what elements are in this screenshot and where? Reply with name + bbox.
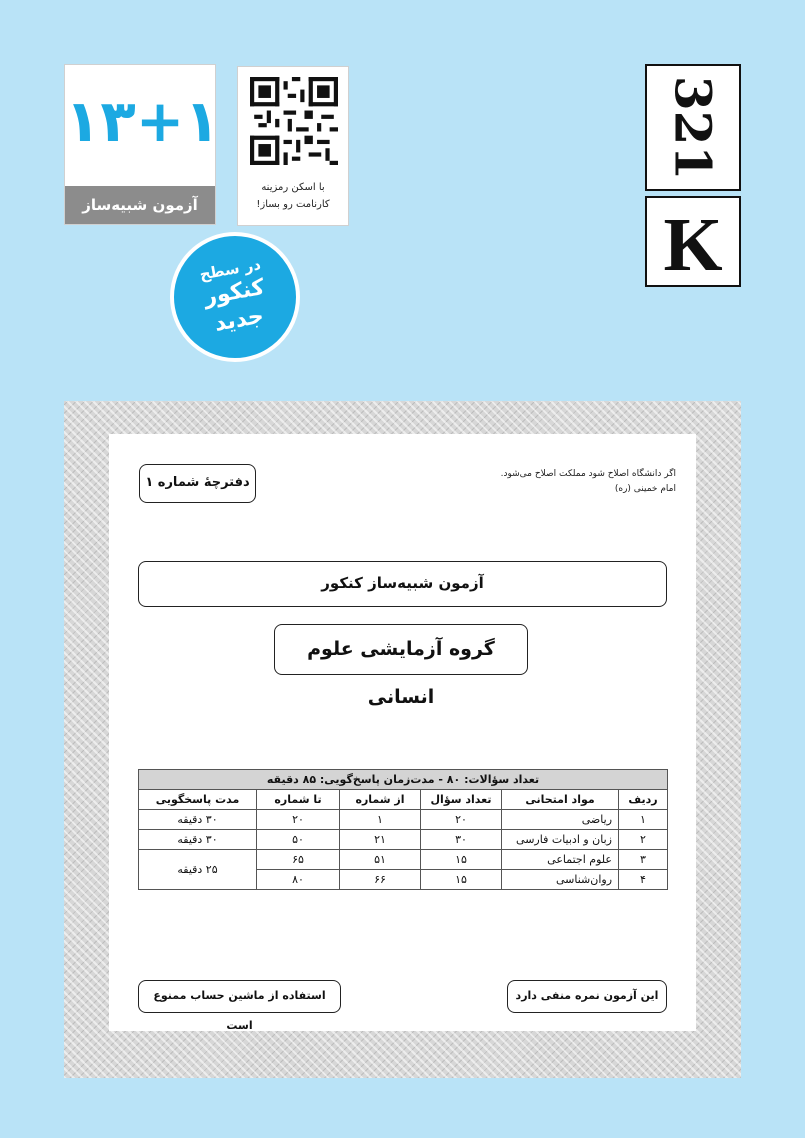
cell-from: ۵۱ [340,850,421,870]
cell-index: ۲ [619,830,668,850]
exam-code-number-text: 321 [663,75,723,180]
cell-subject: ریاضی [502,810,619,830]
logo-number: ۱۳+۱ [65,87,220,155]
cell-count: ۲۰ [421,810,502,830]
quote-author: امام خمینی (ره) [614,484,676,494]
qr-caption-line1: با اسکن رمزینه [261,182,325,193]
group-title: گروه آزمایشی علوم انسانی [274,624,528,675]
cell-duration: ۳۰ دقیقه [139,830,257,850]
exam-code-letter [645,196,741,287]
col-header-to: تا شماره [257,790,340,810]
quote-text: اگر دانشگاه اصلاح شود مملکت اصلاح می‌شود. [500,469,676,479]
col-header-from: از شماره [340,790,421,810]
badge-line2: کنکور [201,274,267,311]
calculator-notice: استفاده از ماشین حساب ممنوع است [138,980,341,1013]
cell-to: ۶۵ [257,850,340,870]
exam-logo [64,64,220,225]
qr-code-icon[interactable] [250,77,338,165]
col-header-count: تعداد سؤال [421,790,502,810]
cell-duration: ۳۰ دقیقه [139,810,257,830]
cell-count: ۳۰ [421,830,502,850]
table-summary: تعداد سؤالات: ۸۰ - مدت‌زمان پاسخ‌گویی: ۸۵ دقیقه [139,770,668,790]
cell-to: ۲۰ [257,810,340,830]
exam-code-number [645,64,741,191]
cell-duration: ۲۵ دقیقه [139,850,257,890]
col-header-duration: مدت پاسخگویی [139,790,257,810]
col-header-index: ردیف [619,790,668,810]
quote [466,467,676,497]
cell-index: ۳ [619,850,668,870]
qr-caption [242,179,344,213]
table-row [139,850,668,870]
cell-from: ۶۶ [340,870,421,890]
cell-count: ۱۵ [421,870,502,890]
cell-count: ۱۵ [421,850,502,870]
qr-caption-line2: کارنامت رو بساز! [256,199,330,210]
new-konkur-badge [160,222,311,373]
logo-caption: آزمون شبیه‌ساز [65,186,215,224]
booklet-label: دفترچهٔ شماره ۱ [139,464,256,503]
badge-line3: جدید [212,303,266,337]
cell-subject: روان‌شناسی [502,870,619,890]
table-row [139,810,668,830]
badge-line1: در سطح [198,255,263,284]
cell-subject: زبان و ادبیات فارسی [502,830,619,850]
col-header-subject: مواد امتحانی [502,790,619,810]
cell-index: ۴ [619,870,668,890]
cell-from: ۲۱ [340,830,421,850]
subjects-table [138,769,668,890]
exam-title: آزمون شبیه‌ساز کنکور [138,561,667,607]
negative-mark-notice: این آزمون نمره منفی دارد [507,980,667,1013]
cell-from: ۱ [340,810,421,830]
cell-subject: علوم اجتماعی [502,850,619,870]
cell-index: ۱ [619,810,668,830]
cell-to: ۸۰ [257,870,340,890]
qr-card[interactable] [237,66,349,226]
cell-to: ۵۰ [257,830,340,850]
exam-code-letter-text: K [663,203,723,287]
table-row [139,830,668,850]
cover-page [109,434,696,1031]
